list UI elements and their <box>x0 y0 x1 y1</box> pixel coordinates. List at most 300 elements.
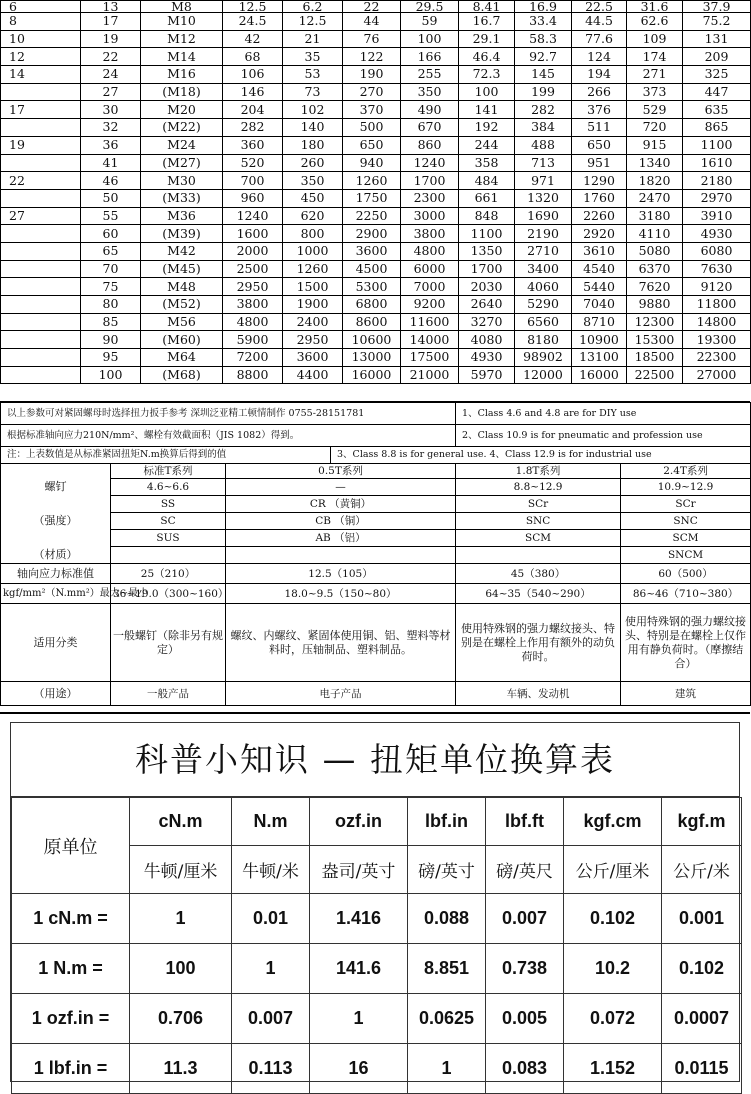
conversion-value: 0.0115 <box>662 1044 742 1094</box>
table-cell: 199 <box>515 83 572 101</box>
table-cell: 282 <box>515 101 572 119</box>
table-cell: 266 <box>572 83 627 101</box>
table-cell: 3270 <box>459 313 515 331</box>
torque-conversion-section <box>0 712 750 1078</box>
grade-0-5t: — <box>226 479 456 496</box>
table-cell: 19 <box>81 30 141 48</box>
material-standard-2: SC <box>111 513 226 530</box>
table-row <box>1 66 751 84</box>
table-cell: 124 <box>572 48 627 66</box>
table-cell: 29.5 <box>401 1 459 13</box>
axial-1-8t: 45（380） <box>456 564 621 584</box>
series-0-5t: 0.5T系列 <box>226 464 456 479</box>
range-0-5t: 18.0~9.5（150~80） <box>226 584 456 604</box>
conversion-row-label: 1 N.m = <box>12 944 130 994</box>
conversion-row <box>12 894 742 944</box>
conversion-value: 0.102 <box>564 894 662 944</box>
table-cell: 971 <box>515 172 572 190</box>
table-cell: (M45) <box>141 260 223 278</box>
table-cell: 6370 <box>627 260 683 278</box>
table-cell: 2710 <box>515 242 572 260</box>
table-cell: 488 <box>515 136 572 154</box>
material-standard-3: SUS <box>111 530 226 547</box>
label-axial-stress: 轴向应力标准值 <box>1 564 111 584</box>
table-cell: 3610 <box>572 242 627 260</box>
apply-1-8t: 使用特殊钢的强力螺纹接头、特别是在螺栓上作用有额外的动负荷时。 <box>456 604 621 682</box>
range-standard: 36~19.0（300~160） <box>111 584 226 604</box>
table-cell: 109 <box>627 30 683 48</box>
table-cell: 447 <box>683 83 751 101</box>
table-cell: 350 <box>283 172 343 190</box>
table-cell: 271 <box>627 66 683 84</box>
table-cell: 100 <box>459 83 515 101</box>
conversion-value: 0.083 <box>486 1044 564 1094</box>
table-cell: 36 <box>81 136 141 154</box>
table-cell: 650 <box>343 136 401 154</box>
original-unit-label: 原单位 <box>12 798 130 894</box>
table-cell: 2400 <box>283 313 343 331</box>
table-cell <box>1 296 81 314</box>
conversion-value: 11.3 <box>130 1044 232 1094</box>
table-cell: (M33) <box>141 189 223 207</box>
conversion-value: 0.113 <box>232 1044 310 1094</box>
table-cell: 3400 <box>515 260 572 278</box>
table-cell: 520 <box>223 154 283 172</box>
table-cell: 5440 <box>572 278 627 296</box>
table-cell: 713 <box>515 154 572 172</box>
table-cell: 35 <box>283 48 343 66</box>
table-cell: 1100 <box>459 225 515 243</box>
material-standard-1: SS <box>111 496 226 513</box>
table-cell: 146 <box>223 83 283 101</box>
table-cell: 75 <box>81 278 141 296</box>
table-cell: 92.7 <box>515 48 572 66</box>
conversion-row <box>12 1044 742 1094</box>
table-cell: 8 <box>1 13 81 31</box>
table-cell: 24.5 <box>223 13 283 31</box>
conversion-value: 1.152 <box>564 1044 662 1094</box>
table-cell: 5900 <box>223 331 283 349</box>
table-row <box>1 207 751 225</box>
table-cell: 350 <box>401 83 459 101</box>
table-cell: 13000 <box>343 349 401 367</box>
table-cell: M64 <box>141 349 223 367</box>
table-cell: 174 <box>627 48 683 66</box>
table-cell: 14 <box>1 66 81 84</box>
conversion-value: 0.706 <box>130 994 232 1044</box>
table-cell: (M60) <box>141 331 223 349</box>
table-row <box>1 189 751 207</box>
series-standard: 标准T系列 <box>111 464 226 479</box>
table-cell: 8180 <box>515 331 572 349</box>
table-cell: 27 <box>1 207 81 225</box>
table-cell: 16000 <box>343 366 401 384</box>
table-cell: M12 <box>141 30 223 48</box>
table-cell: 3600 <box>343 242 401 260</box>
table-cell: 915 <box>627 136 683 154</box>
table-cell: 9880 <box>627 296 683 314</box>
table-cell: 44 <box>343 13 401 31</box>
label-blank-1 <box>1 496 111 513</box>
table-cell: 131 <box>683 30 751 48</box>
table-cell: 95 <box>81 349 141 367</box>
table-cell: 22.5 <box>572 1 627 13</box>
table-cell: 370 <box>343 101 401 119</box>
table-cell: 27 <box>81 83 141 101</box>
class-note-3: 3、Class 8.8 is for general use. 4、Class 12.9 is for industrial use <box>331 447 751 464</box>
table-cell: 68 <box>223 48 283 66</box>
table-cell: 6800 <box>343 296 401 314</box>
table-cell: 1760 <box>572 189 627 207</box>
table-cell: 30 <box>81 101 141 119</box>
series-2-4t: 2.4T系列 <box>621 464 751 479</box>
table-cell: 2500 <box>223 260 283 278</box>
table-cell: (M39) <box>141 225 223 243</box>
table-cell: 6080 <box>683 242 751 260</box>
table-cell: 260 <box>283 154 343 172</box>
grade-standard: 4.6~6.6 <box>111 479 226 496</box>
table-row <box>1 136 751 154</box>
table-row <box>1 225 751 243</box>
table-cell: 325 <box>683 66 751 84</box>
table-row <box>1 172 751 190</box>
table-cell: 19 <box>1 136 81 154</box>
table-cell: 2900 <box>343 225 401 243</box>
table-cell <box>1 349 81 367</box>
label-blank-2 <box>1 530 111 547</box>
table-cell: M16 <box>141 66 223 84</box>
table-cell: (M27) <box>141 154 223 172</box>
table-cell: 2950 <box>223 278 283 296</box>
table-cell: 32 <box>81 119 141 137</box>
table-cell <box>1 189 81 207</box>
table-cell: 60 <box>81 225 141 243</box>
strength-class-section <box>0 401 750 709</box>
table-cell: 46 <box>81 172 141 190</box>
note-line-3: 注：上表数值是从标准紧固扭矩N.m换算后得到的值 <box>1 447 331 464</box>
use-0-5t: 电子产品 <box>226 682 456 706</box>
table-cell: 4400 <box>283 366 343 384</box>
table-cell: 848 <box>459 207 515 225</box>
unit-lbfin: lbf.in <box>408 798 486 846</box>
table-cell: 376 <box>572 101 627 119</box>
table-cell: 1290 <box>572 172 627 190</box>
table-row <box>1 260 751 278</box>
table-cell: 1700 <box>459 260 515 278</box>
unit-cn-lbfft: 磅/英尺 <box>486 846 564 894</box>
material-1-8t-3: SCM <box>456 530 621 547</box>
range-1-8t: 64~35（540~290） <box>456 584 621 604</box>
table-cell: 1340 <box>627 154 683 172</box>
table-row <box>1 1 751 13</box>
note-line-1: 以上参数可对紧固螺母时选择扭力扳手参考 深圳泛亚精工顿情制作 0755-28151781 <box>1 403 456 425</box>
label-stress-range: kgf/mm²（N.mm²）最大~最小 <box>1 584 111 604</box>
table-cell: 4930 <box>683 225 751 243</box>
table-cell: 2000 <box>223 242 283 260</box>
table-cell: (M18) <box>141 83 223 101</box>
table-cell: 58.3 <box>515 30 572 48</box>
conversion-value: 0.0007 <box>662 994 742 1044</box>
table-cell: 1900 <box>283 296 343 314</box>
table-cell: 17500 <box>401 349 459 367</box>
table-cell: 7200 <box>223 349 283 367</box>
table-cell: 865 <box>683 119 751 137</box>
conversion-value: 1 <box>408 1044 486 1094</box>
material-2-4t-4: SNCM <box>621 547 751 564</box>
conversion-table <box>11 797 742 1094</box>
table-cell: 22 <box>81 48 141 66</box>
table-cell: 100 <box>401 30 459 48</box>
table-cell: 7630 <box>683 260 751 278</box>
table-cell: 17 <box>1 101 81 119</box>
table-cell: 31.6 <box>627 1 683 13</box>
label-strength: （强度） <box>1 513 111 530</box>
table-row <box>1 349 751 367</box>
table-cell: 24 <box>81 66 141 84</box>
table-cell: 4060 <box>515 278 572 296</box>
conversion-value: 0.088 <box>408 894 486 944</box>
table-cell: 27000 <box>683 366 751 384</box>
table-cell: 98902 <box>515 349 572 367</box>
table-cell: 19300 <box>683 331 751 349</box>
table-row <box>1 48 751 66</box>
material-1-8t-4 <box>456 547 621 564</box>
table-cell: 2640 <box>459 296 515 314</box>
conversion-value: 0.072 <box>564 994 662 1044</box>
table-cell: 33.4 <box>515 13 572 31</box>
table-cell: 4110 <box>627 225 683 243</box>
table-cell: 490 <box>401 101 459 119</box>
table-cell: 1750 <box>343 189 401 207</box>
table-cell: 90 <box>81 331 141 349</box>
table-cell: 41 <box>81 154 141 172</box>
header-blank <box>1 464 111 479</box>
unit-cn-cnm: 牛顿/厘米 <box>130 846 232 894</box>
table-row <box>1 242 751 260</box>
table-cell: 12.5 <box>223 1 283 13</box>
table-cell: 670 <box>401 119 459 137</box>
conversion-title: 科普小知识 — 扭矩单位换算表 <box>11 723 739 797</box>
table-cell: 8600 <box>343 313 401 331</box>
table-cell: 800 <box>283 225 343 243</box>
table-row <box>1 83 751 101</box>
table-cell: 3180 <box>627 207 683 225</box>
table-cell: 4800 <box>401 242 459 260</box>
table-cell <box>1 119 81 137</box>
table-cell: 4540 <box>572 260 627 278</box>
table-cell <box>1 154 81 172</box>
table-row <box>1 154 751 172</box>
material-0-5t-2: CB （铜） <box>226 513 456 530</box>
conversion-value: 1.416 <box>310 894 408 944</box>
unit-nm: N.m <box>232 798 310 846</box>
table-cell: 511 <box>572 119 627 137</box>
table-cell: 16.7 <box>459 13 515 31</box>
table-cell: 244 <box>459 136 515 154</box>
table-cell: 5290 <box>515 296 572 314</box>
table-cell: M14 <box>141 48 223 66</box>
conversion-value: 0.007 <box>486 894 564 944</box>
table-cell: 12 <box>1 48 81 66</box>
table-cell: 12000 <box>515 366 572 384</box>
table-cell: 1500 <box>283 278 343 296</box>
material-2-4t-1: SCr <box>621 496 751 513</box>
table-cell: 1700 <box>401 172 459 190</box>
table-cell: 2030 <box>459 278 515 296</box>
material-0-5t-1: CR （黄铜） <box>226 496 456 513</box>
table-cell: 53 <box>283 66 343 84</box>
unit-cn-ozfin: 盎司/英寸 <box>310 846 408 894</box>
label-bolt: 螺钉 <box>1 479 111 496</box>
table-cell: 3910 <box>683 207 751 225</box>
table-cell: 650 <box>572 136 627 154</box>
table-cell: M48 <box>141 278 223 296</box>
table-cell: 29.1 <box>459 30 515 48</box>
table-cell: 194 <box>572 66 627 84</box>
conversion-row <box>12 994 742 1044</box>
unit-cn-kgfm: 公斤/米 <box>662 846 742 894</box>
table-cell: 204 <box>223 101 283 119</box>
label-use: （用途） <box>1 682 111 706</box>
table-cell: 12.5 <box>283 13 343 31</box>
table-cell: 11800 <box>683 296 751 314</box>
table-cell: 2970 <box>683 189 751 207</box>
table-cell <box>1 366 81 384</box>
table-cell: 661 <box>459 189 515 207</box>
table-cell: 10600 <box>343 331 401 349</box>
table-cell: 122 <box>343 48 401 66</box>
table-cell: 10 <box>1 30 81 48</box>
table-cell: 1000 <box>283 242 343 260</box>
conversion-row-label: 1 lbf.in = <box>12 1044 130 1094</box>
table-cell: 12300 <box>627 313 683 331</box>
table-cell: M8 <box>141 1 223 13</box>
table-cell: 2470 <box>627 189 683 207</box>
conversion-value: 141.6 <box>310 944 408 994</box>
apply-standard: 一般螺钉（除非另有规定） <box>111 604 226 682</box>
table-cell: 46.4 <box>459 48 515 66</box>
table-cell: 3800 <box>401 225 459 243</box>
table-cell: 14800 <box>683 313 751 331</box>
table-cell: 76 <box>343 30 401 48</box>
table-cell: (M22) <box>141 119 223 137</box>
table-cell: 16.9 <box>515 1 572 13</box>
class-note-2: 2、Class 10.9 is for pneumatic and profession use <box>456 425 751 447</box>
table-row <box>1 313 751 331</box>
table-cell: 6000 <box>401 260 459 278</box>
use-2-4t: 建筑 <box>621 682 751 706</box>
class-note-1: 1、Class 4.6 and 4.8 are for DIY use <box>456 403 751 425</box>
table-cell: 100 <box>81 366 141 384</box>
table-cell <box>1 331 81 349</box>
conversion-value: 8.851 <box>408 944 486 994</box>
table-cell: 15300 <box>627 331 683 349</box>
material-0-5t-3: AB （铝） <box>226 530 456 547</box>
table-cell: 37.9 <box>683 1 751 13</box>
table-cell: 960 <box>223 189 283 207</box>
table-cell: 6560 <box>515 313 572 331</box>
table-cell: 2950 <box>283 331 343 349</box>
table-cell: 1610 <box>683 154 751 172</box>
table-cell: (M52) <box>141 296 223 314</box>
unit-cn-kgfcm: 公斤/厘米 <box>564 846 662 894</box>
table-cell: 85 <box>81 313 141 331</box>
table-cell: 1320 <box>515 189 572 207</box>
table-cell: 65 <box>81 242 141 260</box>
table-cell: 373 <box>627 83 683 101</box>
table-cell: 500 <box>343 119 401 137</box>
table-cell: 77.6 <box>572 30 627 48</box>
unit-kgfcm: kgf.cm <box>564 798 662 846</box>
table-cell: 8710 <box>572 313 627 331</box>
conversion-value: 0.738 <box>486 944 564 994</box>
table-cell: 8800 <box>223 366 283 384</box>
table-cell: M10 <box>141 13 223 31</box>
table-cell: 55 <box>81 207 141 225</box>
table-cell: 635 <box>683 101 751 119</box>
table-cell: 73 <box>283 83 343 101</box>
table-cell: 62.6 <box>627 13 683 31</box>
table-cell: 190 <box>343 66 401 84</box>
strength-class-table <box>0 402 751 706</box>
table-cell: 860 <box>401 136 459 154</box>
table-cell: 192 <box>459 119 515 137</box>
table-cell: 4500 <box>343 260 401 278</box>
table-cell: 16000 <box>572 366 627 384</box>
conversion-value: 1 <box>130 894 232 944</box>
table-cell: 6 <box>1 1 81 13</box>
table-cell: 14000 <box>401 331 459 349</box>
unit-cnm: cN.m <box>130 798 232 846</box>
table-cell: 1240 <box>223 207 283 225</box>
range-2-4t: 86~46（710~380） <box>621 584 751 604</box>
unit-kgfm: kgf.m <box>662 798 742 846</box>
conversion-row <box>12 944 742 994</box>
table-cell: M20 <box>141 101 223 119</box>
table-cell: 7620 <box>627 278 683 296</box>
table-cell: 4080 <box>459 331 515 349</box>
table-cell: 17 <box>81 13 141 31</box>
table-cell: M36 <box>141 207 223 225</box>
table-cell: 282 <box>223 119 283 137</box>
table-cell: 720 <box>627 119 683 137</box>
table-cell: 6.2 <box>283 1 343 13</box>
conversion-value: 0.005 <box>486 994 564 1044</box>
conversion-value: 100 <box>130 944 232 994</box>
table-cell: 106 <box>223 66 283 84</box>
table-cell: 72.3 <box>459 66 515 84</box>
table-cell: M24 <box>141 136 223 154</box>
series-1-8t: 1.8T系列 <box>456 464 621 479</box>
unit-ozfin: ozf.in <box>310 798 408 846</box>
table-cell: 4930 <box>459 349 515 367</box>
table-cell: 22500 <box>627 366 683 384</box>
table-cell: 80 <box>81 296 141 314</box>
conversion-value: 1 <box>310 994 408 1044</box>
table-cell: 59 <box>401 13 459 31</box>
conversion-value: 0.001 <box>662 894 742 944</box>
table-cell: 21000 <box>401 366 459 384</box>
table-row <box>1 13 751 31</box>
table-cell: 5300 <box>343 278 401 296</box>
table-cell <box>1 278 81 296</box>
material-1-8t-2: SNC <box>456 513 621 530</box>
table-row <box>1 101 751 119</box>
conversion-value: 0.102 <box>662 944 742 994</box>
table-cell: 50 <box>81 189 141 207</box>
table-row <box>1 278 751 296</box>
table-cell: 450 <box>283 189 343 207</box>
